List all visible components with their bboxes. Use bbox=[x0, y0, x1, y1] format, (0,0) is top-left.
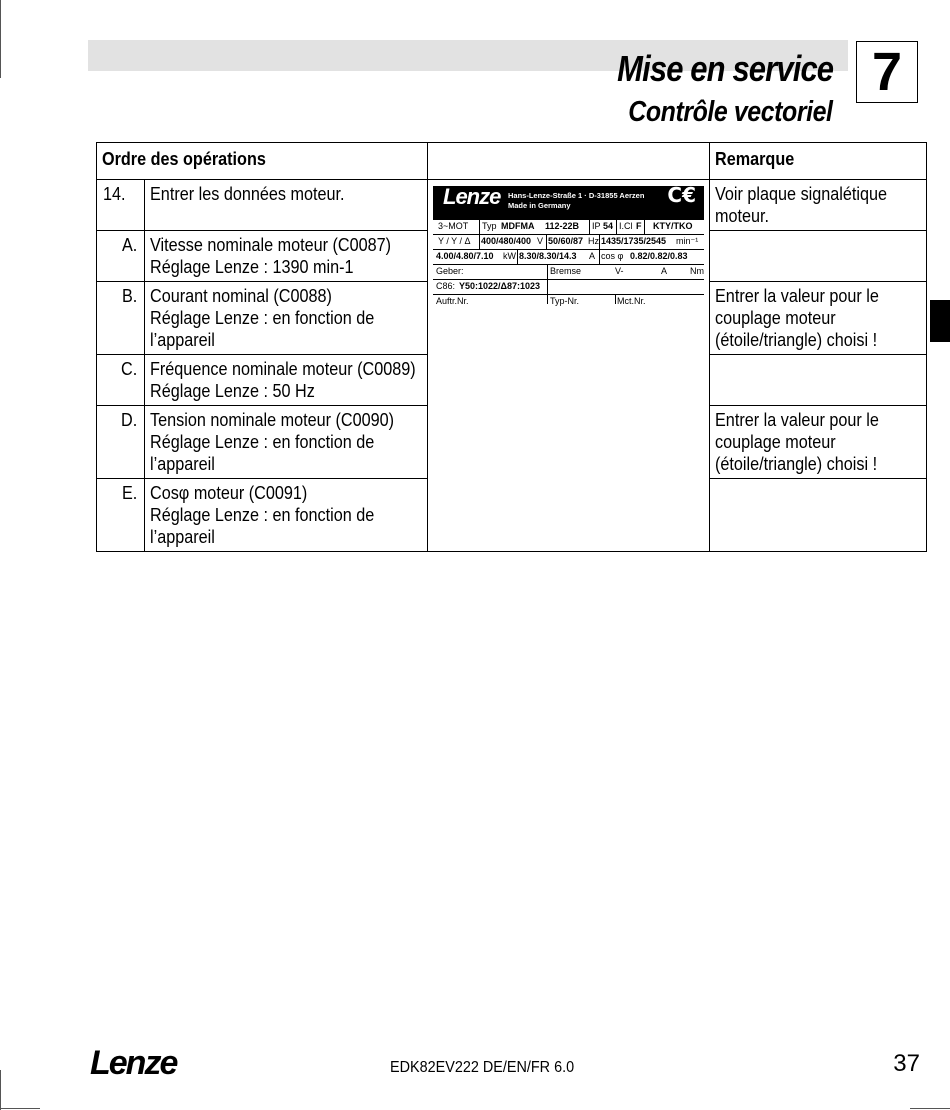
step-number: E. bbox=[97, 479, 145, 552]
page-number: 37 bbox=[893, 1050, 920, 1077]
step-remark: Entrer la valeur pour le couplage moteur (étoile/triangle) choisi ! bbox=[710, 282, 927, 355]
table-row bbox=[97, 180, 927, 231]
nameplate-row: Auftr.Nr. Typ-Nr. Mct.Nr. bbox=[436, 296, 646, 306]
table-header-row bbox=[97, 143, 927, 180]
nameplate-address: Hans-Lenze-Straße 1 · D-31855 Aerzen Made in Germany bbox=[508, 191, 645, 210]
crop-mark bbox=[0, 1070, 1, 1110]
step-description: Fréquence nominale moteur (C0089) Réglage Lenze : 50 Hz bbox=[145, 355, 428, 406]
document-code: EDK82EV222 DE/EN/FR 6.0 bbox=[390, 1059, 575, 1076]
nameplate-row: 4.00/4.80/7.10 kW 8.30/8.30/14.3 A cos φ 0.82/0.82/0.83 bbox=[433, 250, 704, 265]
ce-mark-icon: C€ bbox=[667, 183, 696, 207]
step-description: Courant nominal (C0088) Réglage Lenze : en fonction de l’appareil bbox=[145, 282, 428, 355]
nameplate-row: Y / Y / Δ 400/480/400 V 50/60/87 Hz 1435/1735/2545 min⁻¹ bbox=[433, 235, 704, 250]
nameplate-row: Geber: Bremse V- A Nm bbox=[433, 265, 704, 280]
crop-mark bbox=[0, 1108, 40, 1109]
nameplate-row: 3~MOT Typ MDFMA 112-22B IP 54 I.Cl F KTY/TKO bbox=[433, 220, 704, 235]
nameplate-row: C86: Y50:1022/Δ87:1023 bbox=[433, 280, 704, 295]
step-description: Vitesse nominale moteur (C0087) Réglage Lenze : 1390 min-1 bbox=[145, 231, 428, 282]
step-description: Cosφ moteur (C0091) Réglage Lenze : en fonction de l’appareil bbox=[145, 479, 428, 552]
operations-table bbox=[96, 142, 927, 552]
header-image bbox=[428, 143, 710, 180]
step-number: B. bbox=[97, 282, 145, 355]
crop-mark bbox=[910, 1108, 950, 1109]
chapter-tab-marker bbox=[930, 300, 950, 342]
page-title: Mise en service bbox=[616, 48, 833, 89]
step-description: Tension nominale moteur (C0090) Réglage Lenze : en fonction de l’appareil bbox=[145, 406, 428, 479]
step-remark bbox=[710, 355, 927, 406]
nameplate-header bbox=[433, 183, 704, 220]
step-number: C. bbox=[97, 355, 145, 406]
step-remark: Voir plaque signalétique moteur. bbox=[710, 180, 927, 231]
step-number: D. bbox=[97, 406, 145, 479]
header-operations: Ordre des opérations bbox=[97, 143, 428, 180]
crop-mark bbox=[0, 0, 1, 78]
chapter-number: 7 bbox=[856, 41, 918, 103]
step-remark bbox=[710, 231, 927, 282]
nameplate-cell bbox=[428, 180, 710, 552]
header-remark: Remarque bbox=[710, 143, 927, 180]
step-description: Entrer les données moteur. bbox=[145, 180, 428, 231]
step-remark: Entrer la valeur pour le couplage moteur (étoile/triangle) choisi ! bbox=[710, 406, 927, 479]
footer-lenze-logo: Lenze bbox=[90, 1044, 177, 1082]
lenze-logo: Lenze bbox=[443, 184, 501, 209]
step-number: A. bbox=[97, 231, 145, 282]
motor-nameplate bbox=[433, 183, 704, 309]
step-number: 14. bbox=[97, 180, 145, 231]
step-remark bbox=[710, 479, 927, 552]
page-subtitle: Contrôle vectoriel bbox=[628, 96, 833, 128]
